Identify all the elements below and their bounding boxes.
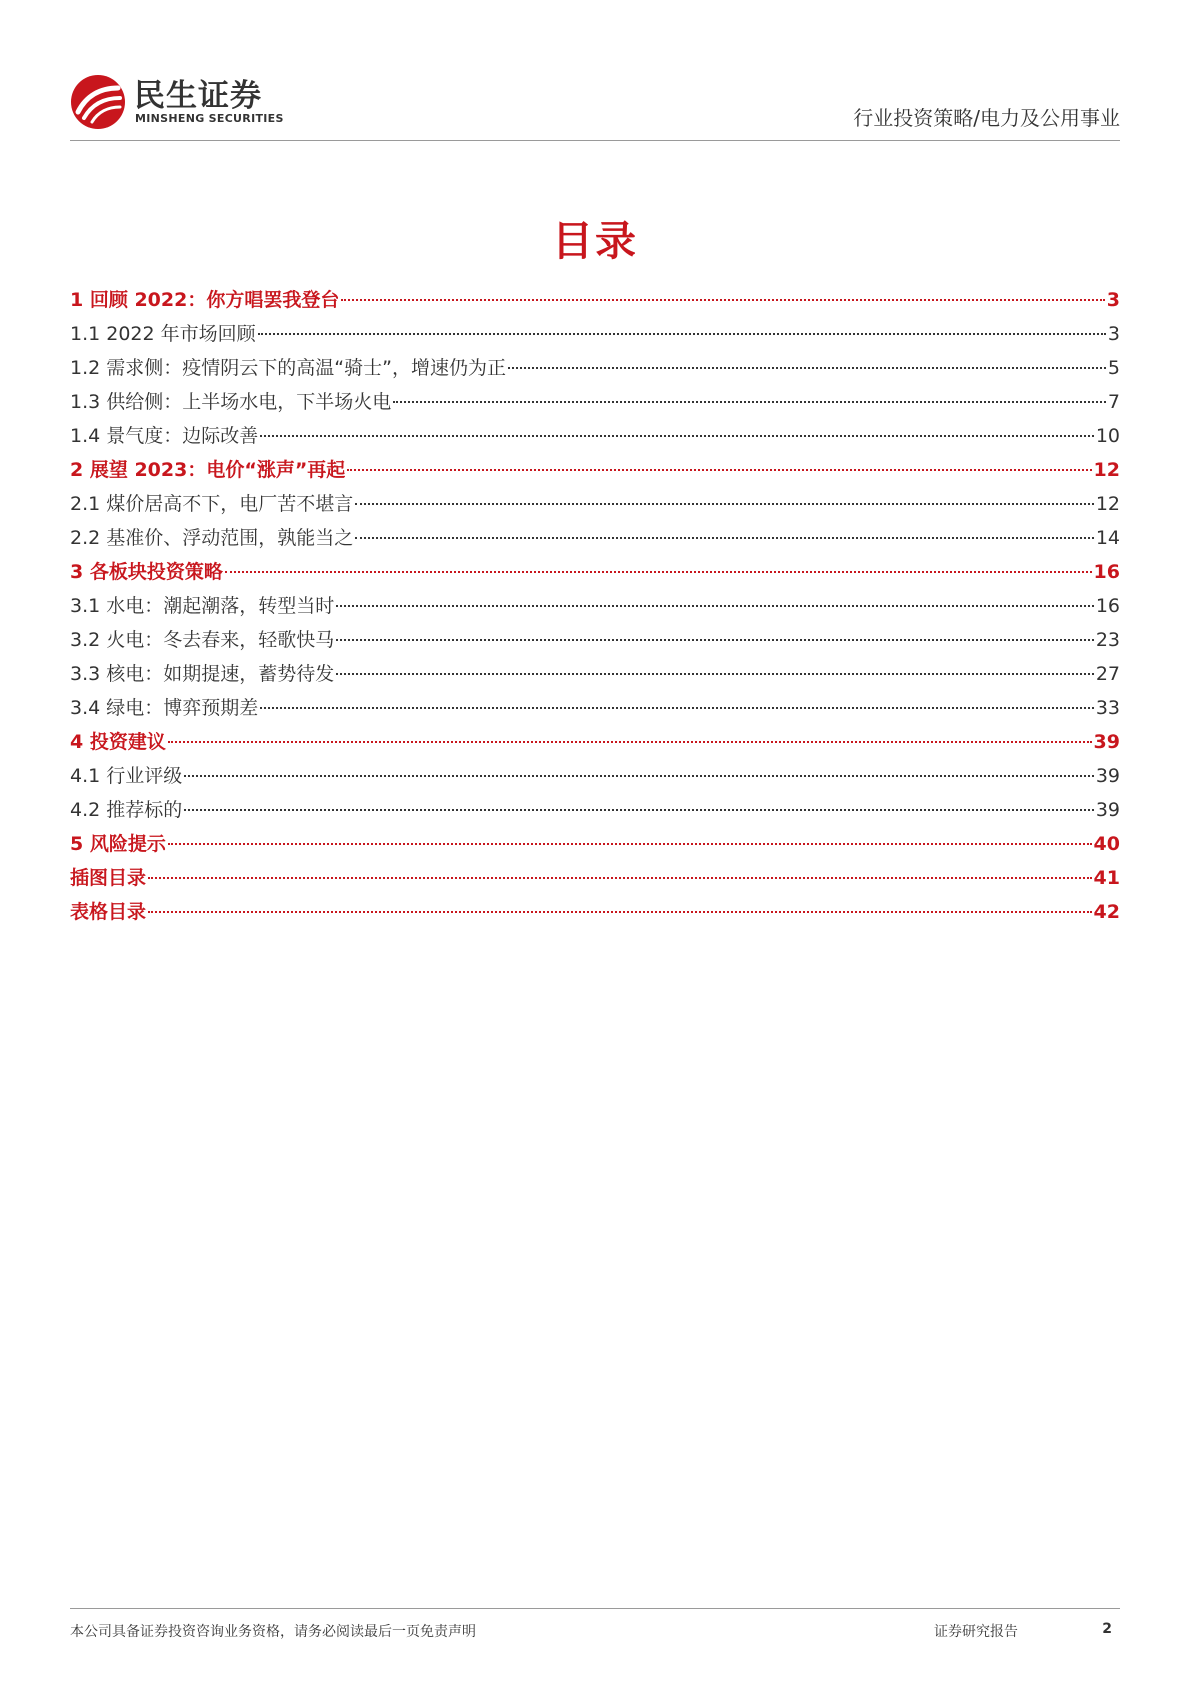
minsheng-logo <box>70 68 310 130</box>
toc-entry-label: 3 各板块投资策略 <box>70 561 223 583</box>
toc-entry-label: 3.2 火电：冬去春来，轻歌快马 <box>70 629 335 651</box>
toc-entry-label: 1.4 景气度：边际改善 <box>70 425 259 447</box>
toc-dot-leader <box>393 401 1106 403</box>
toc-entry-label: 4.2 推荐标的 <box>70 799 183 821</box>
toc-dot-leader <box>168 843 1092 845</box>
toc-entry-page: 14 <box>1095 527 1120 549</box>
toc-entry-label: 2.1 煤价居高不下，电厂苦不堪言 <box>70 493 354 515</box>
page-footer <box>70 1608 1120 1649</box>
toc-section-entry[interactable] <box>70 455 1120 489</box>
toc-dot-leader <box>148 877 1092 879</box>
brand-name-cn: 民生证券 <box>134 78 262 114</box>
toc-dot-leader <box>148 911 1092 913</box>
toc-dot-leader <box>341 299 1104 301</box>
toc-section-entry[interactable] <box>70 863 1120 897</box>
toc-subsection-entry[interactable] <box>70 421 1120 455</box>
toc-section-entry[interactable] <box>70 557 1120 591</box>
toc-dot-leader <box>258 333 1106 335</box>
toc-dot-leader <box>260 707 1094 709</box>
toc-entry-label: 4.1 行业评级 <box>70 765 183 787</box>
toc-dot-leader <box>260 435 1094 437</box>
toc-entry-page: 23 <box>1095 629 1120 651</box>
toc-title: 目录 <box>552 217 638 265</box>
toc-subsection-entry[interactable] <box>70 387 1120 421</box>
toc-entry-label: 1.3 供给侧：上半场水电，下半场火电 <box>70 391 392 413</box>
toc-subsection-entry[interactable] <box>70 353 1120 387</box>
toc-entry-label: 4 投资建议 <box>70 731 166 753</box>
toc-dot-leader <box>355 503 1094 505</box>
toc-entry-page: 10 <box>1095 425 1120 447</box>
toc-entry-label: 3.3 核电：如期提速，蓄势待发 <box>70 663 335 685</box>
toc-section-entry[interactable] <box>70 829 1120 863</box>
brand-name-en: MINSHENG SECURITIES <box>135 112 284 125</box>
toc-dot-leader <box>336 673 1094 675</box>
toc-dot-leader <box>347 469 1091 471</box>
toc-entry-page: 5 <box>1107 357 1120 379</box>
footer-disclaimer: 本公司具备证券投资咨询业务资格，请务必阅读最后一页免责声明 <box>70 1624 476 1640</box>
toc-dot-leader <box>355 537 1094 539</box>
toc-entry-label: 1 回顾 2022：你方唱罢我登台 <box>70 289 340 311</box>
toc-entry-page: 7 <box>1107 391 1120 413</box>
toc-dot-leader <box>336 639 1094 641</box>
footer-report-type: 证券研究报告 <box>934 1624 1018 1640</box>
toc-dot-leader <box>184 809 1094 811</box>
toc-entry-label: 表格目录 <box>70 901 147 923</box>
toc-dot-leader <box>336 605 1094 607</box>
minsheng-logo-icon <box>70 74 126 130</box>
toc-entry-page: 40 <box>1093 833 1120 855</box>
toc-section-entry[interactable] <box>70 727 1120 761</box>
toc-entry-page: 12 <box>1093 459 1120 481</box>
toc-entry-label: 2 展望 2023：电价“涨声”再起 <box>70 459 346 481</box>
toc-entry-label: 2.2 基准价、浮动范围，孰能当之 <box>70 527 354 549</box>
toc-subsection-entry[interactable] <box>70 319 1120 353</box>
toc-subsection-entry[interactable] <box>70 795 1120 829</box>
toc-entry-page: 42 <box>1093 901 1120 923</box>
report-category: 行业投资策略/电力及公用事业 <box>853 106 1120 130</box>
page-header <box>70 66 1120 141</box>
toc-entry-page: 39 <box>1095 765 1120 787</box>
toc-subsection-entry[interactable] <box>70 659 1120 693</box>
toc-subsection-entry[interactable] <box>70 761 1120 795</box>
toc-entry-page: 3 <box>1106 289 1120 311</box>
footer-page-number: 2 <box>1102 1621 1112 1637</box>
toc-entry-label: 3.4 绿电：博弈预期差 <box>70 697 259 719</box>
toc-entry-page: 16 <box>1093 561 1120 583</box>
toc-entry-page: 39 <box>1095 799 1120 821</box>
toc-subsection-entry[interactable] <box>70 523 1120 557</box>
toc-dot-leader <box>168 741 1092 743</box>
toc-entry-page: 33 <box>1095 697 1120 719</box>
toc-entry-label: 1.1 2022 年市场回顾 <box>70 323 256 345</box>
toc-subsection-entry[interactable] <box>70 489 1120 523</box>
toc-entry-page: 27 <box>1095 663 1120 685</box>
toc-subsection-entry[interactable] <box>70 625 1120 659</box>
toc-entry-label: 插图目录 <box>70 867 147 889</box>
toc-subsection-entry[interactable] <box>70 591 1120 625</box>
table-of-contents <box>70 285 1120 931</box>
toc-entry-page: 3 <box>1107 323 1120 345</box>
toc-section-entry[interactable] <box>70 897 1120 931</box>
toc-dot-leader <box>184 775 1094 777</box>
toc-entry-label: 1.2 需求侧：疫情阴云下的高温“骑士”，增速仍为正 <box>70 357 506 379</box>
toc-subsection-entry[interactable] <box>70 693 1120 727</box>
toc-entry-label: 3.1 水电：潮起潮落，转型当时 <box>70 595 335 617</box>
toc-entry-page: 41 <box>1093 867 1120 889</box>
toc-entry-label: 5 风险提示 <box>70 833 166 855</box>
toc-entry-page: 12 <box>1095 493 1120 515</box>
toc-section-entry[interactable] <box>70 285 1120 319</box>
toc-dot-leader <box>225 571 1092 573</box>
toc-entry-page: 39 <box>1093 731 1120 753</box>
toc-entry-page: 16 <box>1095 595 1120 617</box>
toc-dot-leader <box>508 367 1106 369</box>
